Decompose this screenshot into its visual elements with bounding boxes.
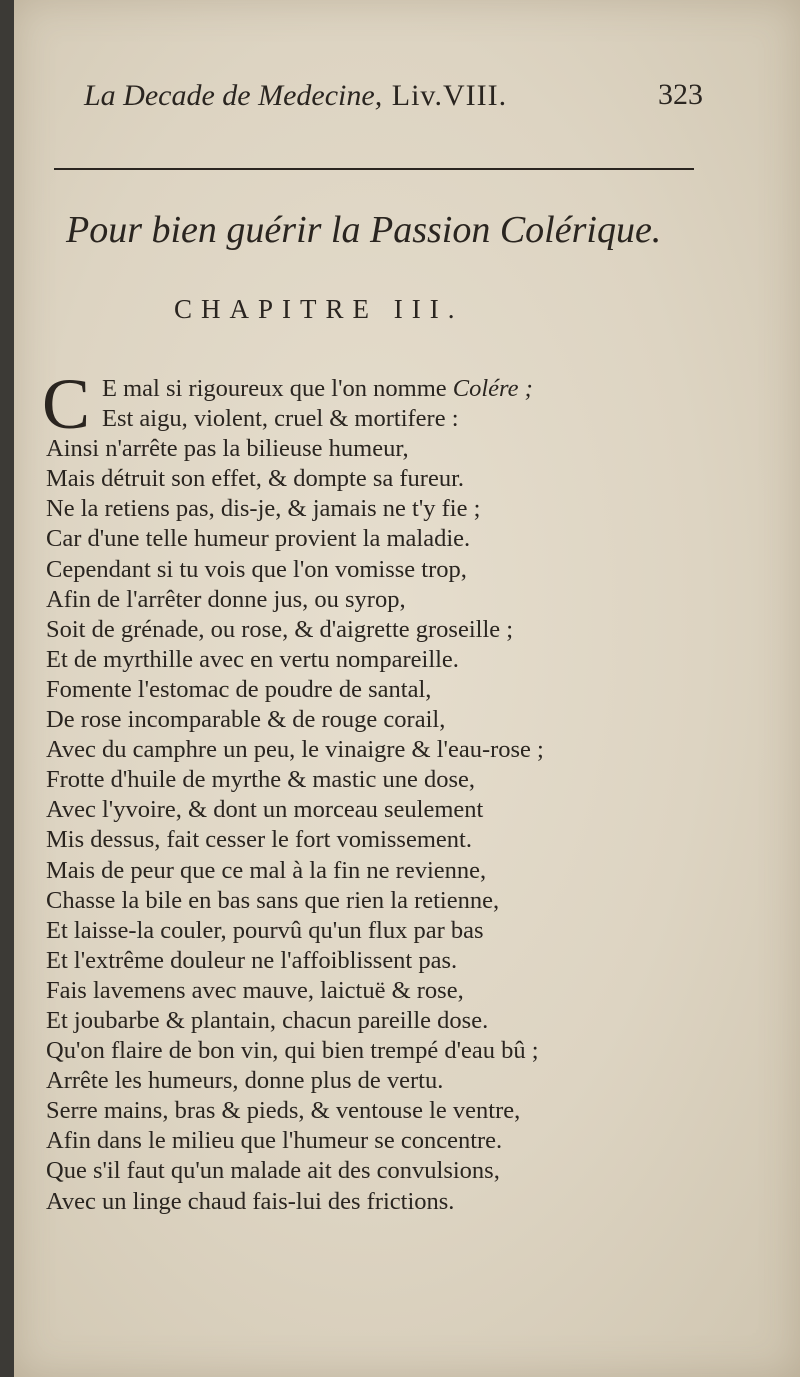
verse-line: Afin dans le milieu que l'humeur se concentre. bbox=[46, 1127, 503, 1155]
verse-line: Et de myrthille avec en vertu nompareille. bbox=[46, 645, 459, 673]
verse-line: Ne la retiens pas, dis-je, & jamais ne t'y fie ; bbox=[46, 495, 481, 523]
verse-emphasis: Colére ; bbox=[452, 375, 533, 402]
book-number: Liv.VIII. bbox=[391, 79, 508, 112]
verse-line: Serre mains, bras & pieds, & ventouse le ventre, bbox=[46, 1097, 521, 1125]
verse-line: Ainsi n'arrête pas la bilieuse humeur, bbox=[46, 435, 409, 463]
verse-line: Avec l'yvoire, & dont un morceau seulement bbox=[46, 796, 484, 824]
verse-line: Cependant si tu vois que l'on vomisse trop, bbox=[46, 555, 467, 583]
verse-line: Et laisse-la couler, pourvû qu'un flux par bas bbox=[46, 916, 484, 944]
verse-line: Mais de peur que ce mal à la fin ne revienne, bbox=[46, 856, 487, 884]
verse-line: Soit de grénade, ou rose, & d'aigrette groseille ; bbox=[46, 615, 514, 643]
header-rule bbox=[54, 168, 694, 170]
page-number: 323 bbox=[658, 78, 703, 111]
verse-line: Frotte d'huile de myrthe & mastic une dose, bbox=[46, 766, 475, 794]
running-header bbox=[84, 78, 724, 113]
verse-line: Est aigu, violent, cruel & mortifere : bbox=[102, 405, 459, 433]
verse-line: Que s'il faut qu'un malade ait des convulsions, bbox=[46, 1157, 500, 1185]
verse-line: Chasse la bile en bas sans que rien la retienne, bbox=[46, 886, 500, 914]
drop-cap: C bbox=[42, 364, 91, 444]
verse-line: Et joubarbe & plantain, chacun pareille dose. bbox=[46, 1006, 489, 1034]
verse-line: Qu'on flaire de bon vin, qui bien trempé d'eau bû ; bbox=[46, 1037, 539, 1065]
verse-line: Fomente l'estomac de poudre de santal, bbox=[46, 675, 432, 703]
verse-line: Mais détruit son effet, & dompte sa fureur. bbox=[46, 465, 464, 493]
verse-line: Avec un linge chaud fais-lui des frictions. bbox=[46, 1187, 455, 1215]
running-title: La Decade de Medecine, bbox=[84, 79, 383, 112]
book-page bbox=[14, 0, 800, 1377]
verse-line: Mis dessus, fait cesser le fort vomissement. bbox=[46, 826, 472, 854]
poem-body bbox=[46, 374, 746, 1217]
verse-line: Et l'extrême douleur ne l'affoiblissent pas. bbox=[46, 946, 458, 974]
verse-line: Avec du camphre un peu, le vinaigre & l'eau-rose ; bbox=[46, 736, 544, 764]
chapter-heading: CHAPITRE III. bbox=[174, 294, 464, 324]
verse-line: E mal si rigoureux que l'on nomme Colére ; bbox=[102, 375, 533, 402]
verse-line: Car d'une telle humeur provient la maladie. bbox=[46, 525, 471, 553]
verse-line: Fais lavemens avec mauve, laictuë & rose, bbox=[46, 976, 464, 1004]
verse-line: Arrête les humeurs, donne plus de vertu. bbox=[46, 1067, 444, 1095]
section-title: Pour bien guérir la Passion Colérique. bbox=[66, 209, 662, 251]
verse-line: Afin de l'arrêter donne jus, ou syrop, bbox=[46, 585, 406, 613]
verse-line: De rose incomparable & de rouge corail, bbox=[46, 706, 446, 734]
